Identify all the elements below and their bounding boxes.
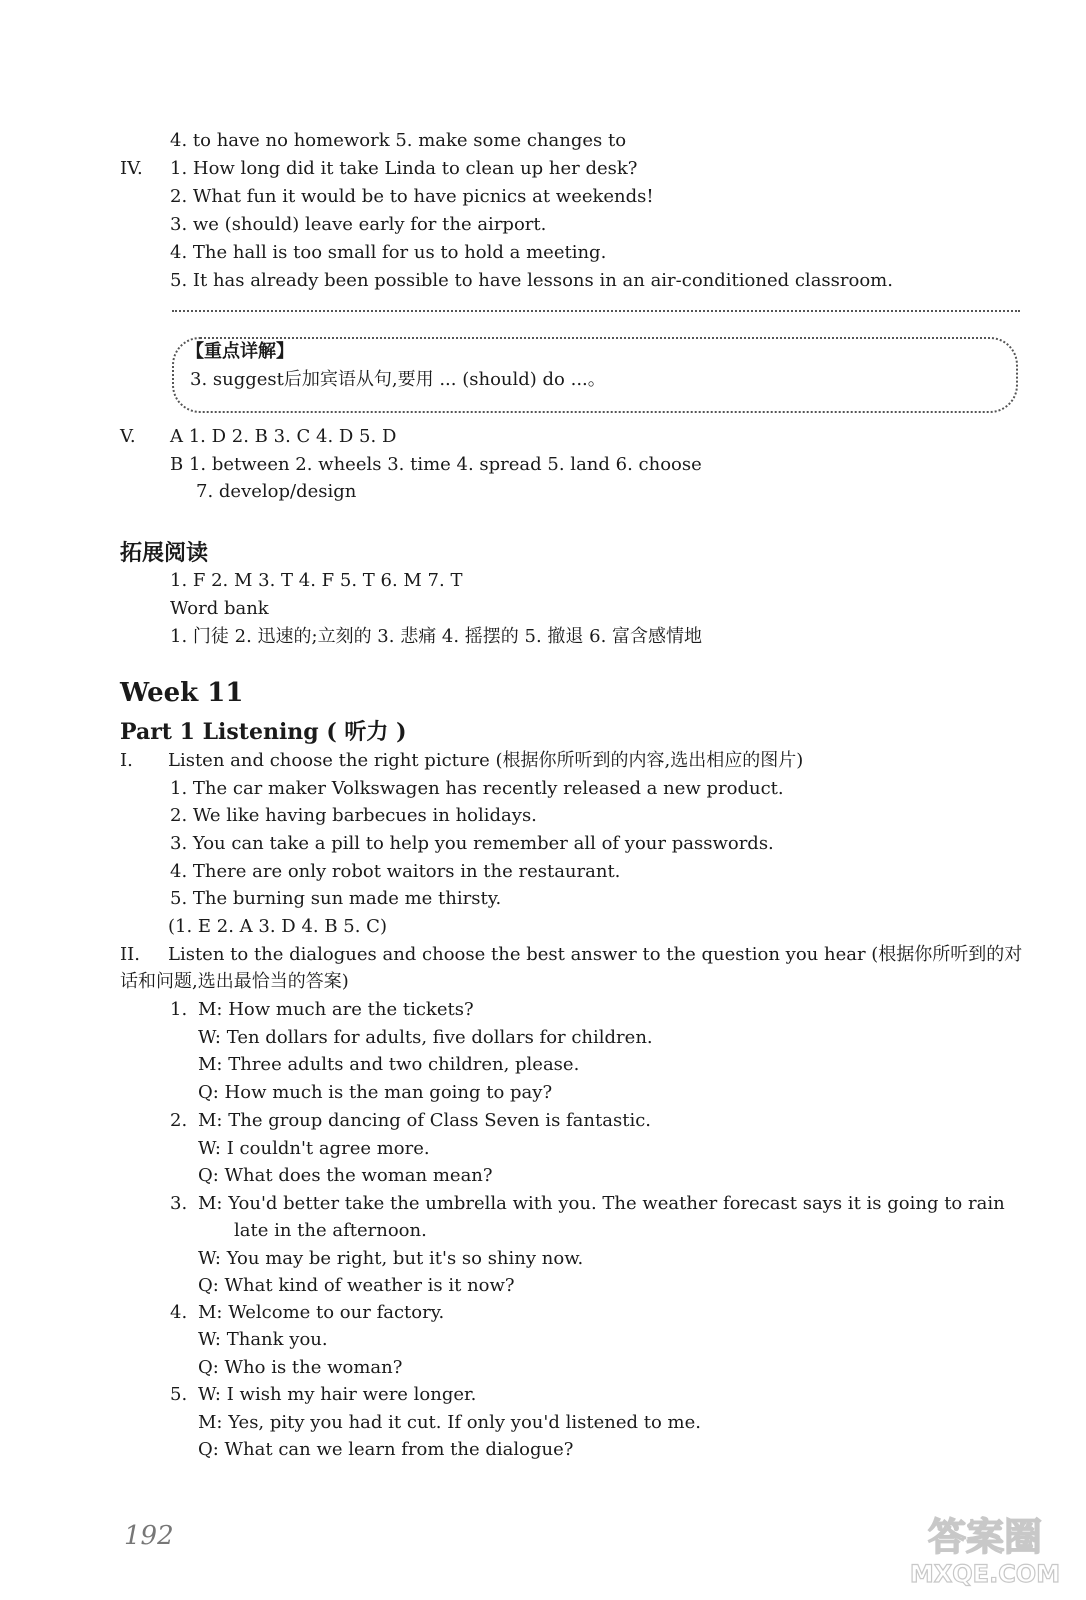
word-bank-line: 1. 门徒 2. 迅速的;立刻的 3. 悲痛 4. 摇摆的 5. 撤退 6. 富含感情地 bbox=[170, 626, 703, 647]
transcript-line: 5. The burning sun made me thirsty. bbox=[170, 888, 502, 909]
dialogue-line: M: Three adults and two children, please. bbox=[198, 1054, 580, 1075]
section-v-label: V. bbox=[120, 426, 136, 447]
dialogue-line: M: The group dancing of Class Seven is fantastic. bbox=[198, 1110, 652, 1131]
watermark-logo bbox=[900, 1500, 1070, 1590]
section-i-label: I. bbox=[120, 750, 133, 771]
answer-line: 1. How long did it take Linda to clean up her desk? bbox=[170, 158, 638, 179]
word-bank-label: Word bank bbox=[170, 598, 269, 619]
dialogue-line: M: Welcome to our factory. bbox=[198, 1302, 445, 1323]
transcript-line: 1. The car maker Volkswagen has recently released a new product. bbox=[170, 778, 784, 799]
answer-line: 7. develop/design bbox=[196, 481, 357, 502]
answer-line: 4. to have no homework 5. make some changes to bbox=[170, 130, 627, 151]
dialogue-line: Q: Who is the woman? bbox=[198, 1357, 403, 1378]
dialogue-number: 2. bbox=[170, 1110, 188, 1131]
transcript-line: 4. There are only robot waitors in the restaurant. bbox=[170, 861, 621, 882]
dialogue-number: 5. bbox=[170, 1384, 188, 1405]
part-heading: Part 1 Listening ( 听力 ) bbox=[120, 719, 407, 745]
dialogue-line: W: Ten dollars for adults, five dollars for children. bbox=[198, 1027, 653, 1048]
dialogue-line: M: How much are the tickets? bbox=[198, 999, 474, 1020]
dialogue-line: M: Yes, pity you had it cut. If only you'd listened to me. bbox=[198, 1412, 701, 1433]
watermark-url: MXQE.COM bbox=[909, 1560, 1061, 1588]
answer-line: 2. What fun it would be to have picnics at weekends! bbox=[170, 186, 654, 207]
transcript-line: 2. We like having barbecues in holidays. bbox=[170, 805, 537, 826]
dialogue-line: Q: What kind of weather is it now? bbox=[198, 1275, 515, 1296]
dialogue-number: 1. bbox=[170, 999, 188, 1020]
extended-reading-heading: 拓展阅读 bbox=[120, 540, 209, 566]
dialogue-number: 4. bbox=[170, 1302, 188, 1323]
instruction: Listen and choose the right picture (根据你所听到的内容,选出相应的图片) bbox=[168, 750, 804, 771]
week-heading: Week 11 bbox=[120, 678, 244, 708]
note-title: 【重点详解】 bbox=[186, 341, 294, 362]
instruction: 话和问题,选出最恰当的答案) bbox=[120, 971, 349, 992]
answer-line: (1. E 2. A 3. D 4. B 5. C) bbox=[168, 916, 387, 937]
answer-line: 3. we (should) leave early for the airport. bbox=[170, 214, 547, 235]
dialogue-line: Q: What can we learn from the dialogue? bbox=[198, 1439, 574, 1460]
dialogue-line: W: I couldn't agree more. bbox=[198, 1138, 430, 1159]
transcript-line: 3. You can take a pill to help you remember all of your passwords. bbox=[170, 833, 774, 854]
dialogue-line: W: I wish my hair were longer. bbox=[198, 1384, 477, 1405]
dialogue-line: Q: How much is the man going to pay? bbox=[198, 1082, 553, 1103]
answer-line: 4. The hall is too small for us to hold a meeting. bbox=[170, 242, 607, 263]
answer-line: A 1. D 2. B 3. C 4. D 5. D bbox=[170, 426, 397, 447]
dialogue-number: 3. bbox=[170, 1193, 188, 1214]
section-ii-label: II. bbox=[120, 944, 140, 965]
answer-line: 1. F 2. M 3. T 4. F 5. T 6. M 7. T bbox=[170, 570, 463, 591]
note-text: 3. suggest后加宾语从句,要用 ... (should) do ...。 bbox=[190, 369, 606, 390]
dialogue-line: M: You'd better take the umbrella with you. The weather forecast says it is going to rain bbox=[198, 1193, 1005, 1214]
dotted-divider bbox=[172, 310, 1020, 312]
dialogue-line: late in the afternoon. bbox=[234, 1220, 427, 1241]
answer-line: B 1. between 2. wheels 3. time 4. spread 5. land 6. choose bbox=[170, 454, 702, 475]
dialogue-line: W: Thank you. bbox=[198, 1329, 328, 1350]
watermark-text: 答案圈 bbox=[927, 1515, 1043, 1559]
section-iv-label: IV. bbox=[120, 158, 143, 179]
dialogue-line: Q: What does the woman mean? bbox=[198, 1165, 493, 1186]
instruction: Listen to the dialogues and choose the best answer to the question you hear (根据你所听到的对 bbox=[168, 944, 1023, 965]
dialogue-line: W: You may be right, but it's so shiny now. bbox=[198, 1248, 584, 1269]
page-number: 192 bbox=[124, 1521, 174, 1551]
answer-line: 5. It has already been possible to have lessons in an air-conditioned classroom. bbox=[170, 270, 893, 291]
